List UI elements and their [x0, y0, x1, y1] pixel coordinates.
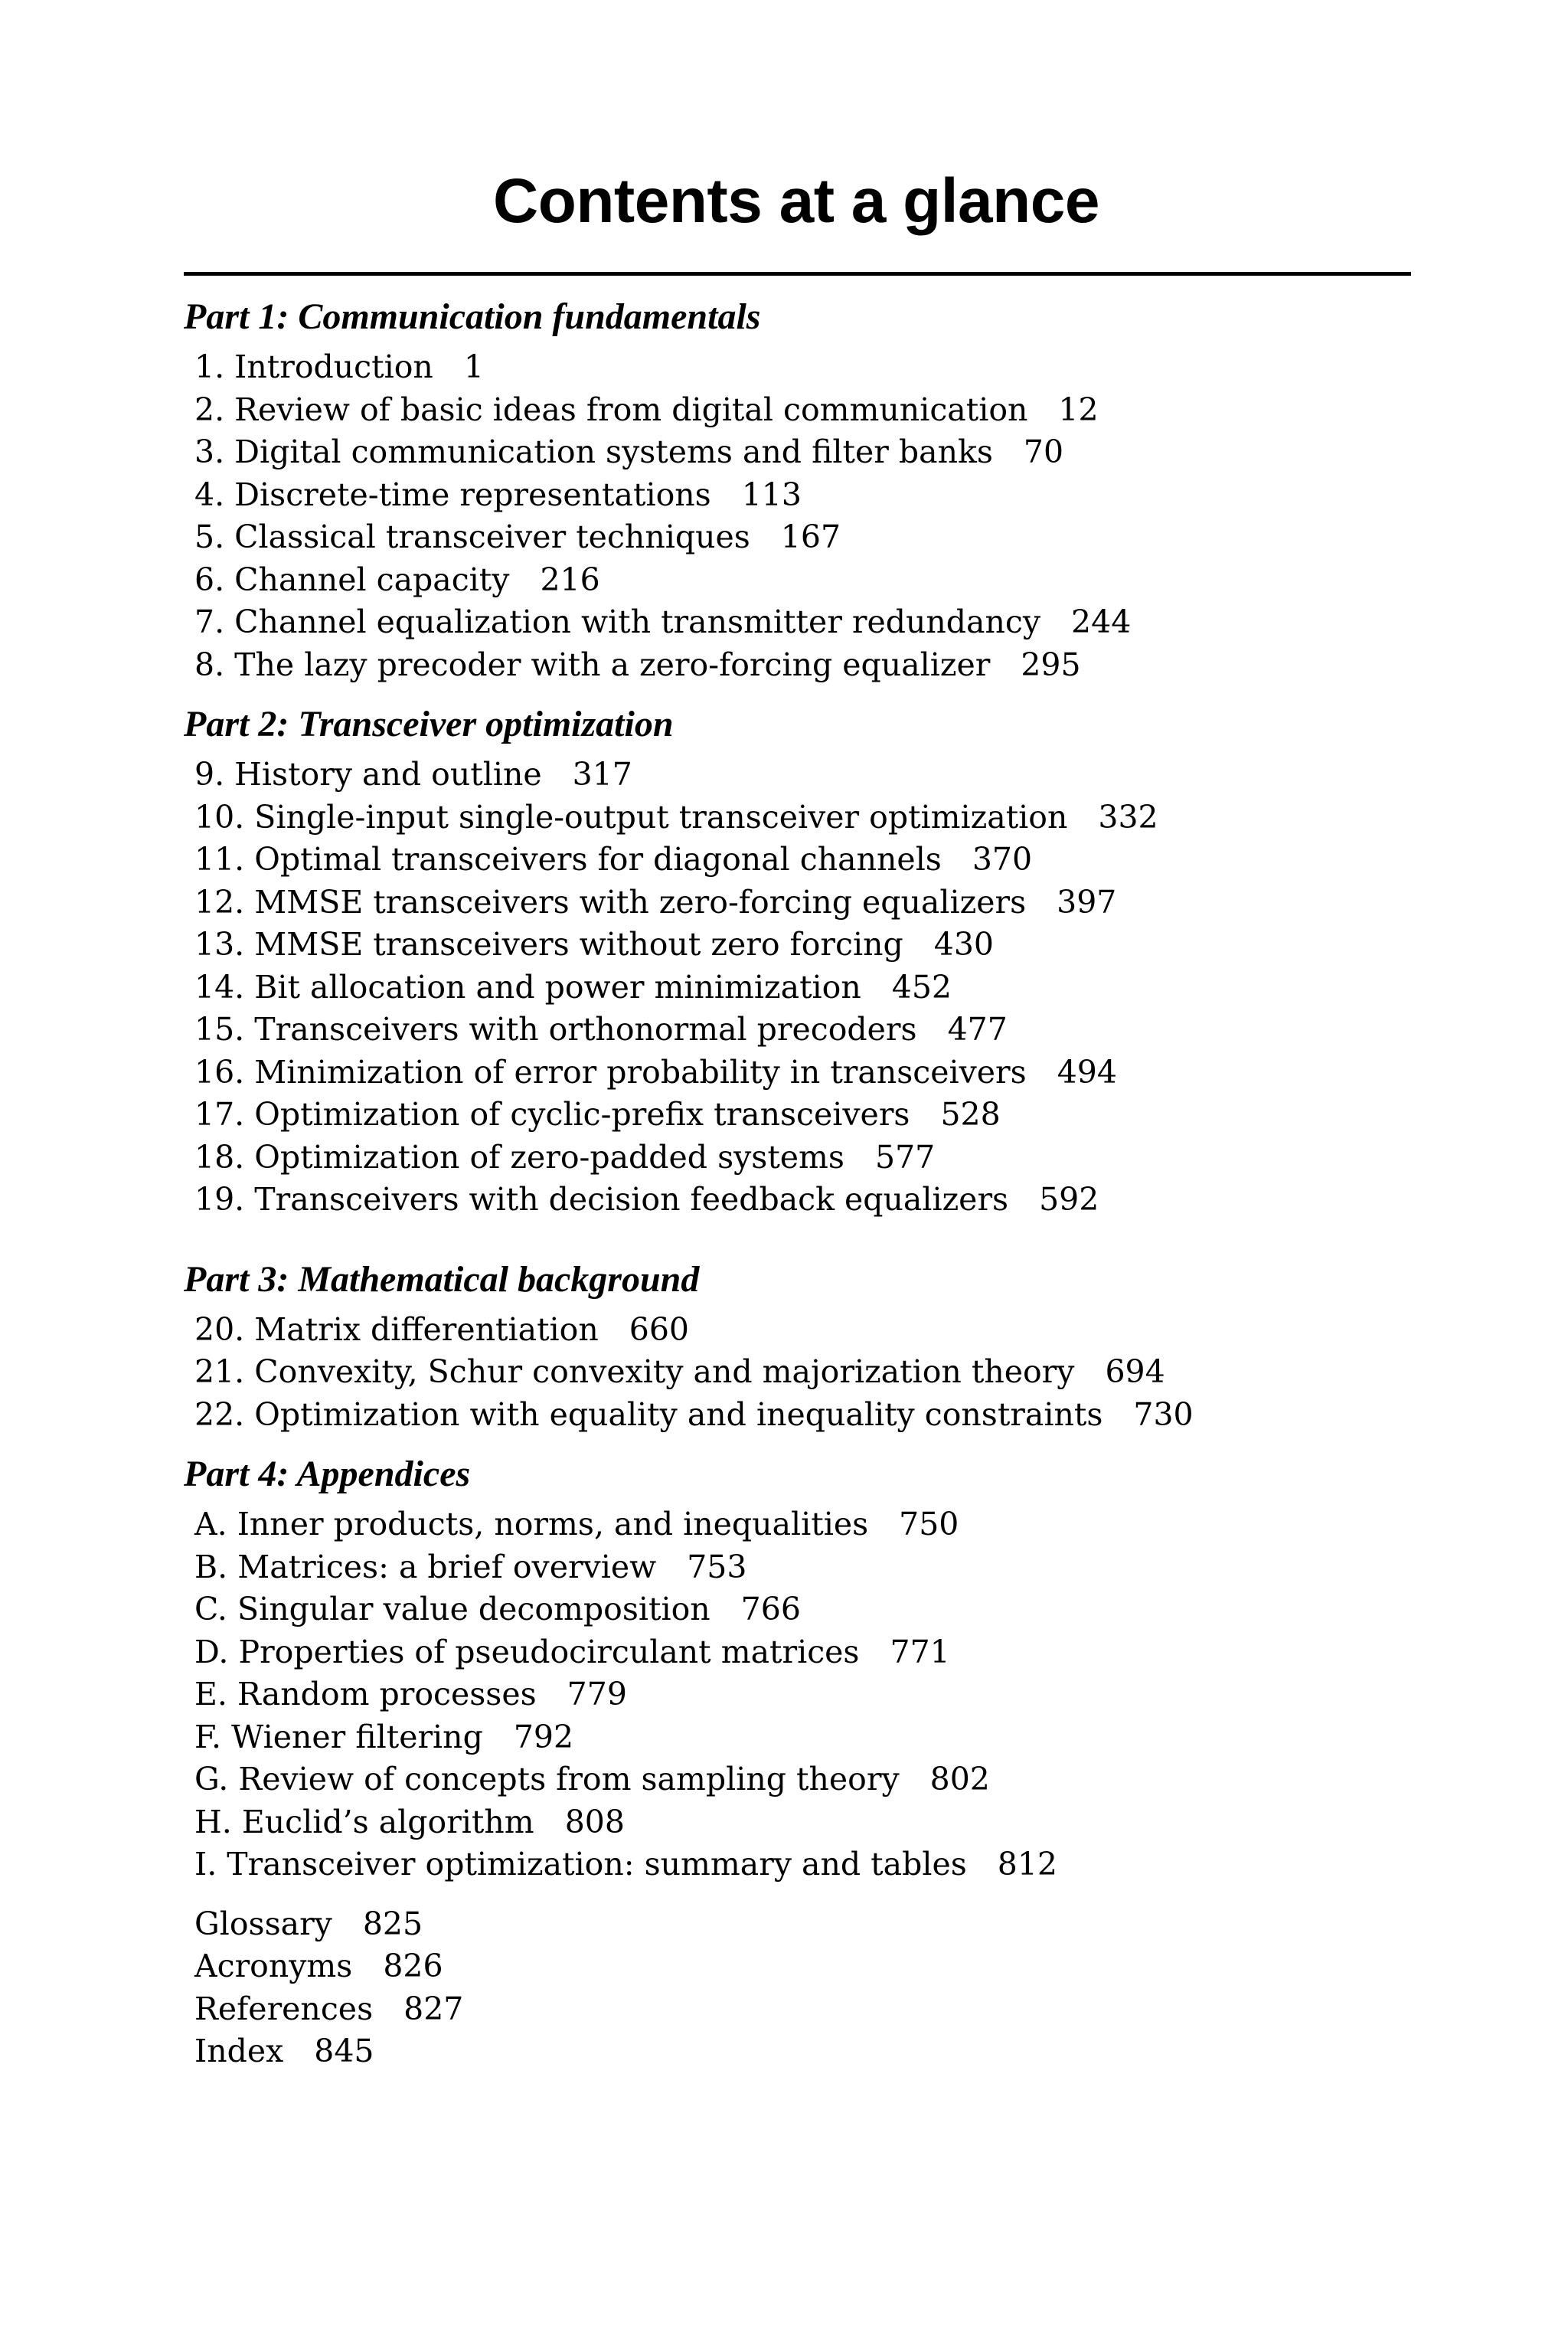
entry-title: Review of basic ideas from digital communication — [234, 391, 1028, 428]
entry-title: Optimization of zero-padded systems — [254, 1138, 844, 1176]
entry-number: 22. — [194, 1395, 245, 1433]
entry-number: 12. — [194, 883, 245, 921]
toc-entry[interactable] — [194, 389, 1409, 432]
entry-page: 494 — [1057, 1053, 1117, 1091]
entry-page: 295 — [1021, 646, 1081, 683]
section-gap — [184, 1896, 1409, 1903]
entry-number: 17. — [194, 1096, 245, 1133]
page-title: Contents at a glance — [493, 166, 1099, 236]
entry-page: 827 — [403, 1990, 464, 2027]
toc-entry[interactable] — [194, 431, 1409, 474]
entry-title: Random processes — [237, 1676, 537, 1712]
entry-title: Properties of pseudocirculant matrices — [238, 1633, 860, 1670]
back-matter-list — [184, 1903, 1409, 2073]
toc-entry[interactable] — [194, 1546, 1409, 1589]
entry-title: Optimization of cyclic-prefix transceivers — [254, 1096, 910, 1133]
part-4-list — [184, 1503, 1409, 1886]
toc-entry[interactable] — [194, 1503, 1409, 1546]
entry-title: Classical transceiver techniques — [234, 518, 750, 555]
toc-entry[interactable] — [194, 754, 1409, 797]
toc-entry[interactable] — [194, 924, 1409, 967]
entry-number: 11. — [194, 841, 245, 878]
part-1-list — [184, 346, 1409, 686]
entry-number: D. — [194, 1633, 229, 1670]
toc-entry[interactable] — [194, 1801, 1409, 1844]
entry-number: 1. — [194, 348, 225, 385]
toc-entry-index[interactable] — [194, 2030, 1409, 2073]
toc-entry[interactable] — [194, 797, 1409, 839]
entry-title: Discrete-time representations — [234, 476, 711, 513]
entry-number: 14. — [194, 968, 245, 1006]
entry-title: Convexity, Schur convexity and majorization theory — [254, 1353, 1075, 1390]
toc-entry[interactable] — [194, 1673, 1409, 1716]
toc-entry[interactable] — [194, 1758, 1409, 1801]
entry-title: MMSE transceivers with zero-forcing equalizers — [254, 883, 1027, 921]
entry-title: Transceiver optimization: summary and tables — [227, 1846, 967, 1882]
toc-entry[interactable] — [194, 1716, 1409, 1759]
entry-page: 592 — [1039, 1181, 1099, 1218]
entry-title: Bit allocation and power minimization — [254, 968, 861, 1006]
toc-entry[interactable] — [194, 644, 1409, 687]
entry-number: 20. — [194, 1310, 245, 1348]
entry-page: 452 — [891, 968, 952, 1006]
entry-page: 216 — [540, 561, 600, 598]
entry-page: 12 — [1058, 391, 1099, 428]
entry-page: 771 — [890, 1633, 950, 1670]
toc-entry-references[interactable] — [194, 1988, 1409, 2031]
entry-number: 15. — [194, 1011, 245, 1048]
entry-page: 430 — [933, 926, 994, 963]
entry-title: Channel capacity — [234, 561, 510, 598]
toc-entry[interactable] — [194, 1588, 1409, 1631]
entry-page: 730 — [1133, 1395, 1194, 1433]
entry-title: Glossary — [194, 1905, 332, 1942]
entry-number: 18. — [194, 1138, 245, 1176]
toc-entry[interactable] — [194, 1009, 1409, 1052]
entry-number: A. — [194, 1506, 227, 1542]
entry-page: 317 — [572, 756, 632, 793]
entry-number: 9. — [194, 756, 225, 793]
title-rule — [184, 272, 1411, 276]
part-2-list — [184, 754, 1409, 1222]
toc-entry[interactable] — [194, 967, 1409, 1009]
entry-title: Matrices: a brief overview — [237, 1548, 657, 1585]
entry-title: Acronyms — [194, 1948, 353, 1984]
entry-number: 16. — [194, 1053, 245, 1091]
entry-number: B. — [194, 1548, 228, 1585]
entry-number: 2. — [194, 391, 225, 428]
toc-entry[interactable] — [194, 516, 1409, 559]
entry-page: 750 — [899, 1506, 959, 1542]
entry-page: 845 — [314, 2033, 374, 2069]
entry-title: MMSE transceivers without zero forcing — [254, 926, 903, 963]
entry-title: Introduction — [234, 348, 433, 385]
entry-page: 397 — [1057, 883, 1117, 921]
entry-number: 7. — [194, 604, 225, 640]
entry-page: 113 — [741, 476, 802, 513]
toc-entry[interactable] — [194, 1094, 1409, 1137]
part-3-list — [184, 1309, 1409, 1437]
entry-number: I. — [194, 1846, 217, 1882]
entry-number: 13. — [194, 926, 245, 963]
entry-number: 3. — [194, 433, 225, 470]
entry-title: Channel equalization with transmitter redundancy — [234, 604, 1041, 640]
toc-entry[interactable] — [194, 1309, 1409, 1352]
entry-title: Optimal transceivers for diagonal channels — [254, 841, 942, 878]
toc-entry[interactable] — [194, 346, 1409, 389]
entry-page: 370 — [972, 841, 1033, 878]
toc-entry[interactable] — [194, 559, 1409, 602]
entry-page: 826 — [383, 1948, 443, 1984]
entry-title: Singular value decomposition — [237, 1591, 710, 1627]
toc-entry[interactable] — [194, 601, 1409, 644]
toc-entry-glossary[interactable] — [194, 1903, 1409, 1946]
toc-entry[interactable] — [194, 1394, 1409, 1437]
entry-number: C. — [194, 1591, 227, 1627]
entry-page: 812 — [997, 1846, 1058, 1882]
entry-number: F. — [194, 1718, 222, 1755]
entry-title: Digital communication systems and filter banks — [234, 433, 993, 470]
entry-title: The lazy precoder with a zero-forcing equalizer — [234, 646, 991, 683]
entry-page: 70 — [1023, 433, 1064, 470]
entry-page: 808 — [564, 1803, 625, 1840]
entry-number: 6. — [194, 561, 225, 598]
entry-page: 167 — [780, 518, 841, 555]
toc-entry[interactable] — [194, 1351, 1409, 1394]
entry-number: 10. — [194, 798, 245, 836]
entry-number: 19. — [194, 1181, 245, 1218]
toc-entry[interactable] — [194, 1843, 1409, 1886]
entry-number: G. — [194, 1761, 229, 1797]
entry-title: Inner products, norms, and inequalities — [237, 1506, 869, 1542]
entry-title: History and outline — [234, 756, 542, 793]
entry-number: E. — [194, 1676, 227, 1712]
entry-page: 825 — [362, 1905, 423, 1942]
entry-page: 244 — [1071, 604, 1132, 640]
entry-title: Transceivers with orthonormal precoders — [254, 1011, 917, 1048]
entry-page: 694 — [1105, 1353, 1165, 1390]
toc-entry[interactable] — [194, 1052, 1409, 1094]
entry-title: Matrix differentiation — [254, 1310, 599, 1348]
toc-entry-acronyms[interactable] — [194, 1945, 1409, 1988]
entry-title: Wiener filtering — [231, 1718, 483, 1755]
entry-title: References — [194, 1990, 374, 2027]
part-4-heading: Part 4: Appendices — [184, 1454, 471, 1494]
entry-page: 528 — [940, 1096, 1001, 1133]
entry-title: Minimization of error probability in transceivers — [254, 1053, 1027, 1091]
entry-page: 577 — [874, 1138, 936, 1176]
entry-page: 792 — [513, 1718, 574, 1755]
entry-number: 21. — [194, 1353, 245, 1390]
toc-entry[interactable] — [194, 474, 1409, 517]
section-gap — [184, 1231, 1409, 1251]
part-3-heading: Part 3: Mathematical background — [184, 1258, 700, 1300]
part-2-heading: Part 2: Transceiver optimization — [184, 704, 674, 744]
entry-number: 5. — [194, 518, 225, 555]
entry-page: 1 — [463, 348, 484, 385]
entry-page: 332 — [1098, 798, 1158, 836]
toc-entry[interactable] — [194, 1631, 1409, 1674]
entry-page: 802 — [929, 1761, 990, 1797]
entry-title: Index — [194, 2033, 284, 2069]
entry-page: 766 — [740, 1591, 801, 1627]
entry-number: 8. — [194, 646, 225, 683]
entry-title: Single-input single-output transceiver optimization — [254, 798, 1068, 836]
entry-page: 477 — [947, 1011, 1008, 1048]
toc-entry[interactable] — [194, 882, 1409, 924]
toc-entry[interactable] — [194, 839, 1409, 882]
entry-page: 753 — [687, 1548, 747, 1585]
contents-list — [184, 288, 1409, 2082]
entry-title: Review of concepts from sampling theory — [238, 1761, 900, 1797]
toc-entry[interactable] — [194, 1137, 1409, 1179]
entry-title: Optimization with equality and inequality constraints — [254, 1395, 1103, 1433]
entry-number: 4. — [194, 476, 225, 513]
part-1-heading: Part 1: Communication fundamentals — [184, 296, 761, 337]
entry-page: 660 — [629, 1310, 690, 1348]
entry-page: 779 — [567, 1676, 627, 1712]
toc-entry[interactable] — [194, 1179, 1409, 1222]
entry-title: Transceivers with decision feedback equalizers — [254, 1181, 1009, 1218]
entry-title: Euclid’s algorithm — [241, 1803, 534, 1840]
entry-number: H. — [194, 1803, 232, 1840]
